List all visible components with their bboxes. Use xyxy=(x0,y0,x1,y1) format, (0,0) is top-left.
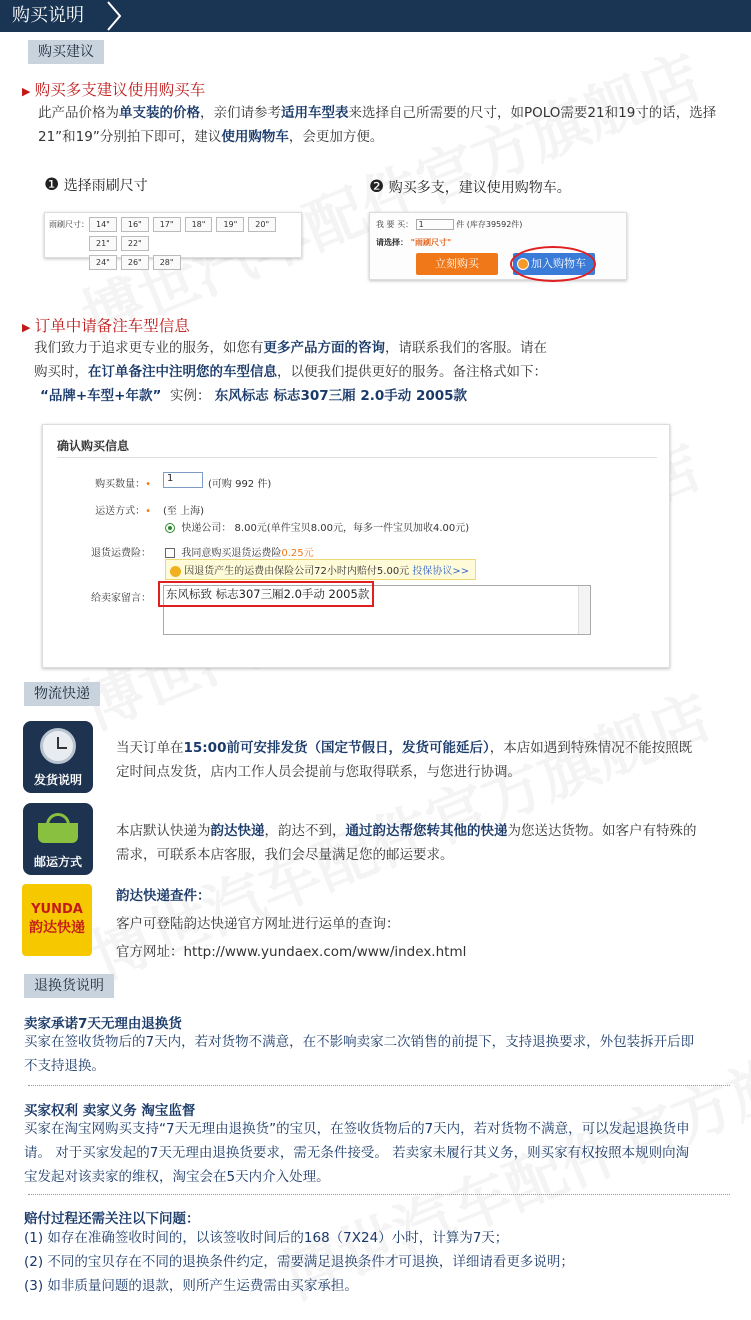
delivery-method-label: 邮运方式 xyxy=(33,855,82,869)
list-item: (1) 如存在准确签收时间的，以该签收时间后的168（7X24）小时，计算为7天； xyxy=(24,1230,509,1246)
heading-multi-buy xyxy=(22,78,205,100)
basket-icon xyxy=(38,813,78,845)
returns-paragraph-2: 买家在淘宝网购买支持“7天无理由退换货”的宝贝，在签收货物后的7天内，若对货物不满意，可以发起退换货申 请。 对于买家发起的7天无理由退换货要求，需无条件接受。 若卖家未履行其义务，则买家有权按照本规则向淘 宝发起对该卖家的维权，淘宝会在5天内介入处理。 xyxy=(24,1121,690,1185)
section-tag-purchase-advice: 购买建议 xyxy=(28,40,104,64)
size-option[interactable]: 26" xyxy=(121,255,149,270)
size-options xyxy=(87,215,299,272)
shipping-info-icon xyxy=(23,721,93,793)
paragraph-price: 此产品价格为单支装的价格，亲们请参考适用车型表来选择自己所需要的尺寸，如POLO需要21和19寸的话，选择 21”和19”分别拍下即可，建议使用购物车，会更加方便。 xyxy=(38,105,717,145)
tracking-text: 韵达快递查件： 客户可登陆韵达快递官方网址进行运单的查询： 官方网址：http://www.yundaex.com/www/index.html xyxy=(116,884,728,964)
message-label: 给卖家留言： xyxy=(91,593,151,604)
returns-heading-1: 卖家承诺7天无理由退换货 xyxy=(24,1016,182,1032)
delivery-method-icon xyxy=(23,803,93,875)
triangle-bullet-icon: ▶ xyxy=(22,321,31,334)
returns-paragraph-1: 买家在签收货物后的7天内，若对货物不满意，在不影响卖家二次销售的前提下，支持退换要求，外包装拆开后即 不支持退换。 xyxy=(24,1034,695,1074)
shipping-info-label: 发货说明 xyxy=(33,773,82,787)
ship-option[interactable]: 快递公司： 8.00元(单件宝贝8.00元，每多一件宝贝加收4.00元) xyxy=(165,519,469,534)
ship-label: 运送方式：• xyxy=(95,506,151,517)
page-title: 购买说明 xyxy=(12,5,84,26)
size-option[interactable]: 22" xyxy=(121,236,149,251)
chevron-right-icon xyxy=(104,0,124,32)
size-option[interactable]: 21" xyxy=(89,236,117,251)
insurance-option[interactable]: 我同意购买退货运费险0.25元 xyxy=(165,544,314,559)
message-highlight: 东风标致 标志307三厢2.0手动 2005款 xyxy=(158,581,374,607)
step-2 xyxy=(369,177,571,197)
list-item: (3) 如非质量问题的退款，则所产生运费需由买家承担。 xyxy=(24,1278,358,1294)
scrollbar[interactable] xyxy=(578,586,590,634)
yunda-url[interactable]: 官方网址：http://www.yundaex.com/www/index.html xyxy=(116,944,467,960)
order-confirm-card xyxy=(42,424,670,668)
step-1 xyxy=(44,175,148,195)
qty-note: (可购 992 件) xyxy=(208,479,272,490)
info-icon xyxy=(170,566,181,577)
step-number-2: ❷ xyxy=(369,177,385,197)
delivery-text: 本店默认快递为韵达快递，韵达不到，通过韵达帮您转其他的快递为您送达货物。如客户有特殊的 需求，可联系本店客服，我们会尽量满足您的邮运要求。 xyxy=(116,823,697,863)
cart-qty-row: 我 要 买： 1 件 (库存39592件) xyxy=(376,220,523,229)
size-option[interactable]: 24" xyxy=(89,255,117,270)
heading-order-note xyxy=(22,314,190,336)
buy-now-button[interactable]: 立刻购买 xyxy=(416,253,498,275)
order-title: 确认购买信息 xyxy=(57,439,130,453)
size-option[interactable]: 18" xyxy=(185,217,213,232)
clock-icon xyxy=(40,728,76,764)
insurance-note: 因退货产生的运费由保险公司72小时内赔付5.00元 投保协议>> xyxy=(165,559,476,580)
section-tag-logistics: 物流快递 xyxy=(24,682,100,706)
size-option[interactable]: 16" xyxy=(121,217,149,232)
size-label: 雨刷尺寸： xyxy=(49,220,89,229)
checkbox-icon[interactable] xyxy=(165,548,175,558)
insurance-label: 退货运费险： xyxy=(91,548,151,559)
highlight-circle xyxy=(510,246,596,282)
divider xyxy=(57,457,657,458)
size-option[interactable]: 17" xyxy=(153,217,181,232)
cart-card xyxy=(369,212,627,280)
add-cart-label: 加入购物车 xyxy=(531,257,586,270)
cart-choose-row: 请选择： "雨刷尺寸" xyxy=(376,238,452,247)
heading-text: 购买多支建议使用购买车 xyxy=(34,81,206,99)
cart-qty-input[interactable]: 1 xyxy=(416,219,454,230)
yunda-logo: YUNDA 韵达快递 xyxy=(22,884,92,956)
divider xyxy=(28,1194,730,1195)
heading-text: 订单中请备注车型信息 xyxy=(34,317,190,335)
step-number-1: ❶ xyxy=(44,175,60,195)
header-bar xyxy=(0,0,751,32)
size-option[interactable]: 14" xyxy=(89,217,117,232)
returns-heading-3: 赔付过程还需关注以下问题： xyxy=(24,1211,200,1227)
radio-icon xyxy=(165,523,175,533)
qty-input[interactable]: 1 xyxy=(163,472,203,488)
size-option[interactable]: 19" xyxy=(216,217,244,232)
step-2-label: 购买多支，建议使用购物车。 xyxy=(388,180,571,196)
returns-heading-2: 买家权利 卖家义务 淘宝监督 xyxy=(24,1103,196,1119)
divider xyxy=(28,1085,730,1086)
insurance-link[interactable]: 投保协议>> xyxy=(412,566,470,577)
step-1-label: 选择雨刷尺寸 xyxy=(63,178,148,194)
shipping-text: 当天订单在15:00前可安排发货（国定节假日，发货可能延后），本店如遇到特殊情况不能按照既 定时间点发货，店内工作人员会提前与您取得联系，与您进行协调。 xyxy=(116,740,693,780)
returns-list xyxy=(24,1226,736,1298)
size-selector-card xyxy=(44,212,302,267)
paragraph-order-note: 我们致力于追求更专业的服务，如您有更多产品方面的咨询，请联系我们的客服。请在 购买时，在订单备注中注明您的车型信息，以便我们提供更好的服务。备注格式如下： “品牌+车型+年款” 实例： 东风标志 标志307三厢 2.0手动 2005款 xyxy=(34,340,547,404)
triangle-bullet-icon: ▶ xyxy=(22,85,31,98)
list-item: (2) 不同的宝贝存在不同的退换条件约定，需要满足退换条件才可退换，详细请看更多说明； xyxy=(24,1254,574,1270)
size-option[interactable]: 20" xyxy=(248,217,276,232)
section-tag-returns: 退换货说明 xyxy=(24,974,114,998)
size-option[interactable]: 28" xyxy=(153,255,181,270)
ship-to: (至 上海) xyxy=(163,506,204,517)
qty-label: 购买数量：• xyxy=(95,479,151,490)
